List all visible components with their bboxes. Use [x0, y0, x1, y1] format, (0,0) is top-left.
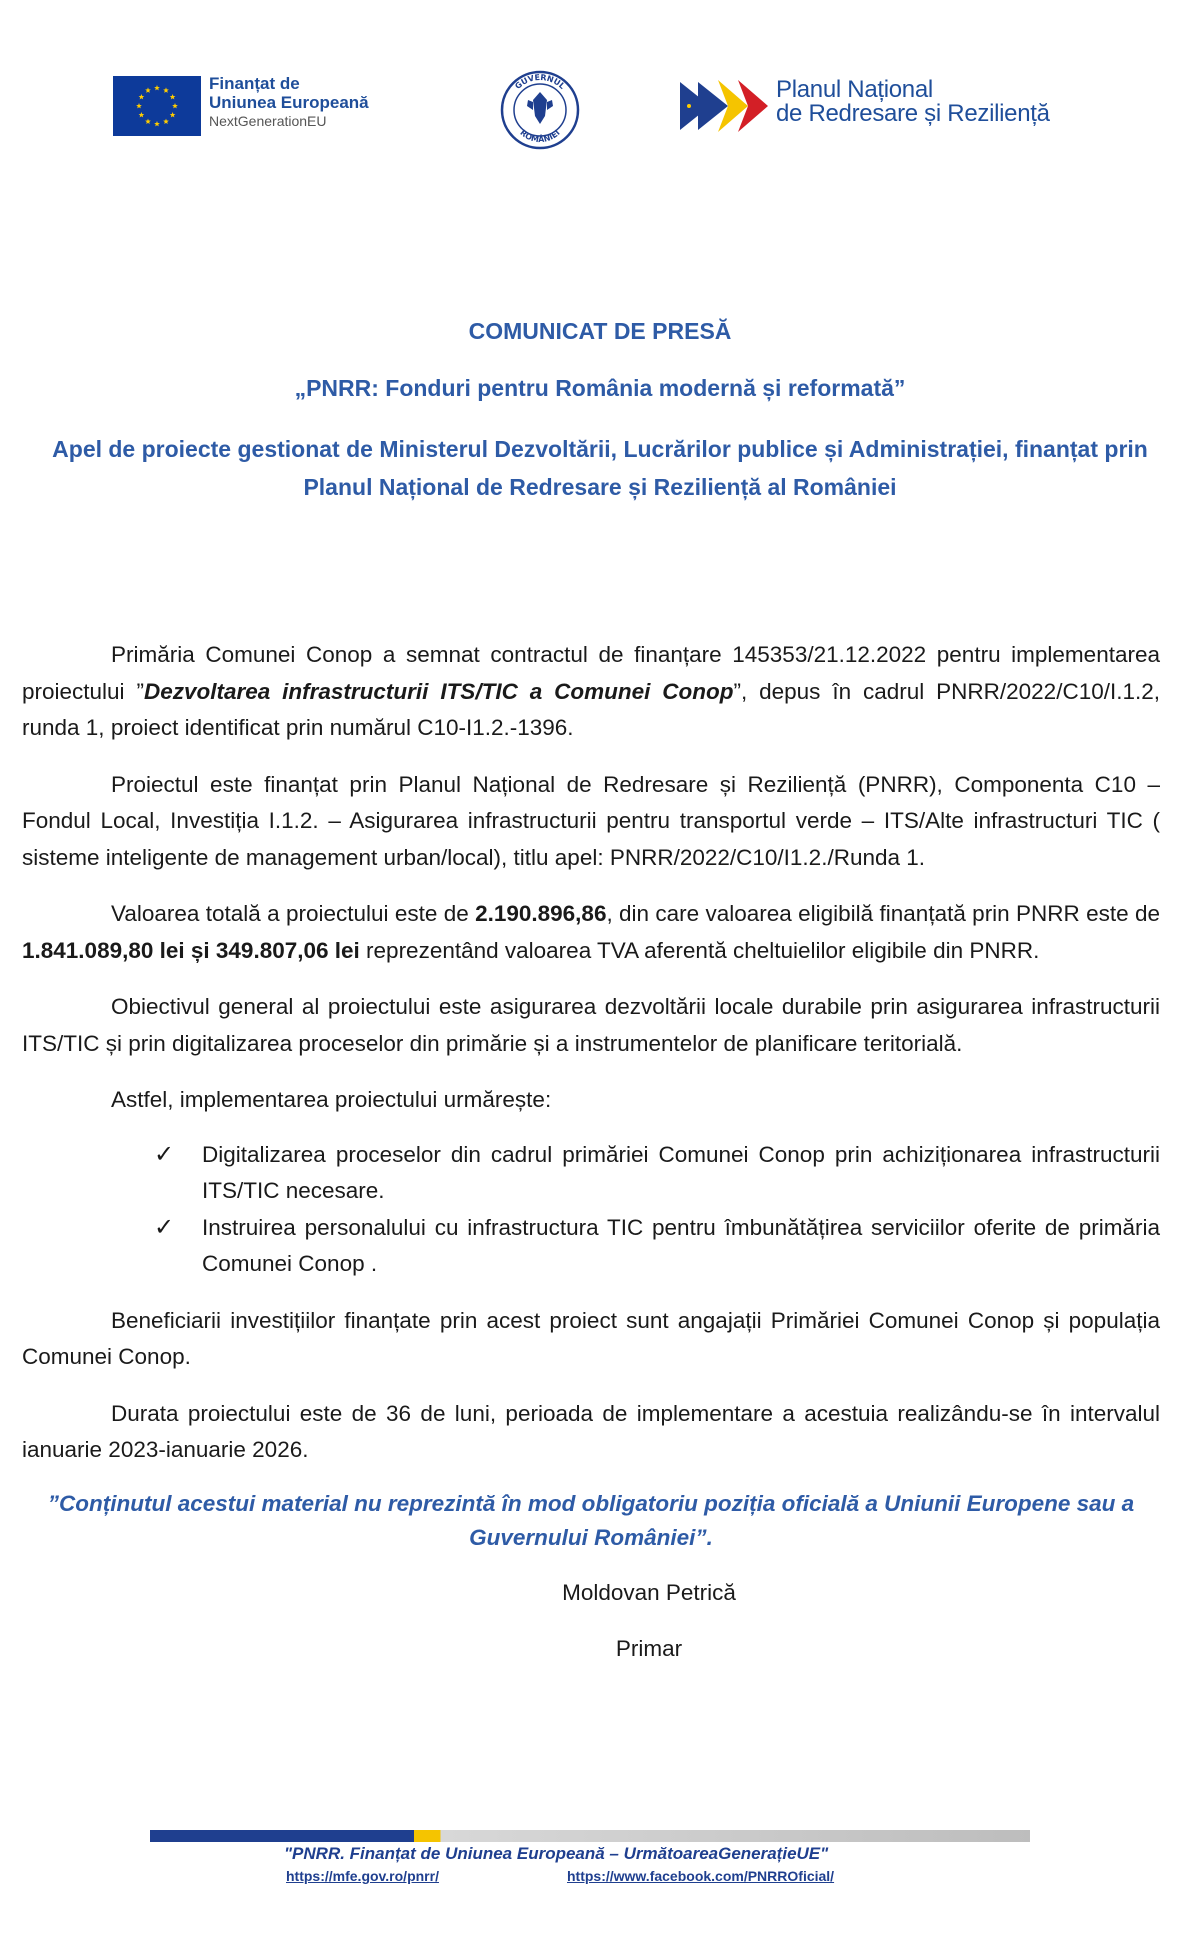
press-release-heading: COMUNICAT DE PRESĂ — [468, 318, 732, 344]
program-slogan-heading: „PNRR: Fonduri pentru România modernă și reformată” — [294, 375, 906, 401]
eu-flag-icon — [113, 76, 201, 136]
title-block — [20, 318, 1180, 506]
eligible-value: 1.841.089,80 lei și 349.807,06 lei — [22, 937, 360, 963]
paragraph-duration: Durata proiectului este de 36 de luni, perioada de implementare a acestuia realizându-se în intervalul ianuarie 2023-ianuarie 2026. — [22, 1400, 1160, 1462]
list-item — [154, 1137, 1160, 1210]
press-release-body — [22, 637, 1160, 1688]
pnrr-label-line2: de Redresare și Reziliență — [776, 100, 1050, 127]
call-description-heading: Apel de proiecte gestionat de Ministerul Dezvoltării, Lucrărilor publice și Administrației, finanțat prin Planul Național de Redresare și Reziliență al României — [52, 436, 1148, 500]
eu-label-line3: NextGenerationEU — [209, 113, 327, 129]
eu-funding-label — [209, 74, 369, 131]
list-item — [154, 1210, 1160, 1283]
contract-text-end: ”, depus în cadrul PNRR/2022/C10/I.1.2, runda 1, proiect identificat prin numărul C10-I1.2.-1396. — [22, 678, 1161, 740]
pnrr-chevron-icon — [680, 78, 772, 134]
footer-link-mfe[interactable]: https://mfe.gov.ro/pnrr/ — [286, 1868, 439, 1884]
value-text-end: reprezentând valoarea TVA aferentă cheltuielilor eligibile din PNRR. — [359, 937, 1040, 963]
paragraph-intro-list: Astfel, implementarea proiectului urmărește: — [111, 1087, 552, 1112]
total-value: 2.190.896,86 — [475, 901, 607, 926]
footer-links — [286, 1868, 835, 1884]
value-text: Valoarea totală a proiectului este de — [111, 901, 476, 926]
svg-text:ROMÂNIEI: ROMÂNIEI — [518, 128, 562, 145]
paragraph-financing: Proiectul este finanțat prin Planul Național de Redresare și Reziliență (PNRR), Componenta C10 – Fondul Local, Investiția I.1.2. – Asigurarea infrastructurii pentru transportul verde – ITS/Alte infrastructuri TIC ( sisteme inteligente de management urban/local), titlu apel: PNRR/2022/C10/I1.2./Runda 1. — [22, 771, 1160, 870]
signatory-title: Primar — [615, 1636, 683, 1661]
footer-link-facebook[interactable]: https://www.facebook.com/PNRROficial/ — [567, 1868, 835, 1884]
signatory-name: Moldovan Petrică — [562, 1579, 736, 1605]
footer-banner — [150, 1822, 1030, 1892]
pnrr-logo-label — [776, 78, 1050, 126]
checkmark-icon: ✓ — [154, 1213, 175, 1241]
checkmark-icon: ✓ — [154, 1140, 175, 1168]
objectives-list — [22, 1137, 1160, 1283]
list-item-text: Instruirea personalului cu infrastructura TIC pentru îmbunătățirea serviciilor oferite de primăria Comunei Conop . — [202, 1214, 1160, 1276]
paragraph-objective: Obiectivul general al proiectului este asigurarea dezvoltării locale durabile prin asigurarea infrastructurii ITS/TIC și prin digitalizarea proceselor din primărie și a instrumentelor de planificare teritorială. — [22, 994, 1160, 1056]
project-title: Dezvoltarea infrastructurii ITS/TIC a Comunei Conop — [143, 678, 734, 704]
contract-text: Primăria Comunei Conop a semnat contractul de finanțare 145353/21.12.2022 pentru implementarea proiectului ” — [22, 642, 1160, 704]
list-item-text: Digitalizarea proceselor din cadrul primăriei Comunei Conop prin achiziționarea infrastructurii ITS/TIC necesare. — [202, 1141, 1160, 1203]
footer-slogan: "PNRR. Finanțat de Uniunea Europeană – UrmătoareaGenerațieUE" — [284, 1844, 829, 1863]
footer-color-bar — [150, 1830, 1030, 1842]
value-text-mid: , din care valoarea eligibilă finanțată prin PNRR este de — [606, 901, 1161, 926]
paragraph-beneficiaries: Beneficiarii investițiilor finanțate prin acest proiect sunt angajații Primăriei Comunei Conop și populația Comunei Conop. — [22, 1307, 1160, 1369]
header-logos — [0, 70, 1200, 150]
paragraph-value — [22, 896, 1160, 969]
paragraph-contract — [22, 637, 1160, 747]
eu-label-line1: Finanțat de — [209, 74, 300, 93]
eu-label-line2: Uniunea Europeană — [209, 93, 369, 112]
eu-disclaimer: ”Conținutul acestui material nu reprezintă în mod obligatoriu poziția oficială a Uniunii Europene sau a Guvernului României”. — [47, 1490, 1135, 1550]
svg-text:GUVERNUL: GUVERNUL — [513, 72, 567, 91]
romanian-government-seal-icon — [500, 70, 580, 150]
pnrr-label-line1: Planul Național — [776, 76, 933, 103]
